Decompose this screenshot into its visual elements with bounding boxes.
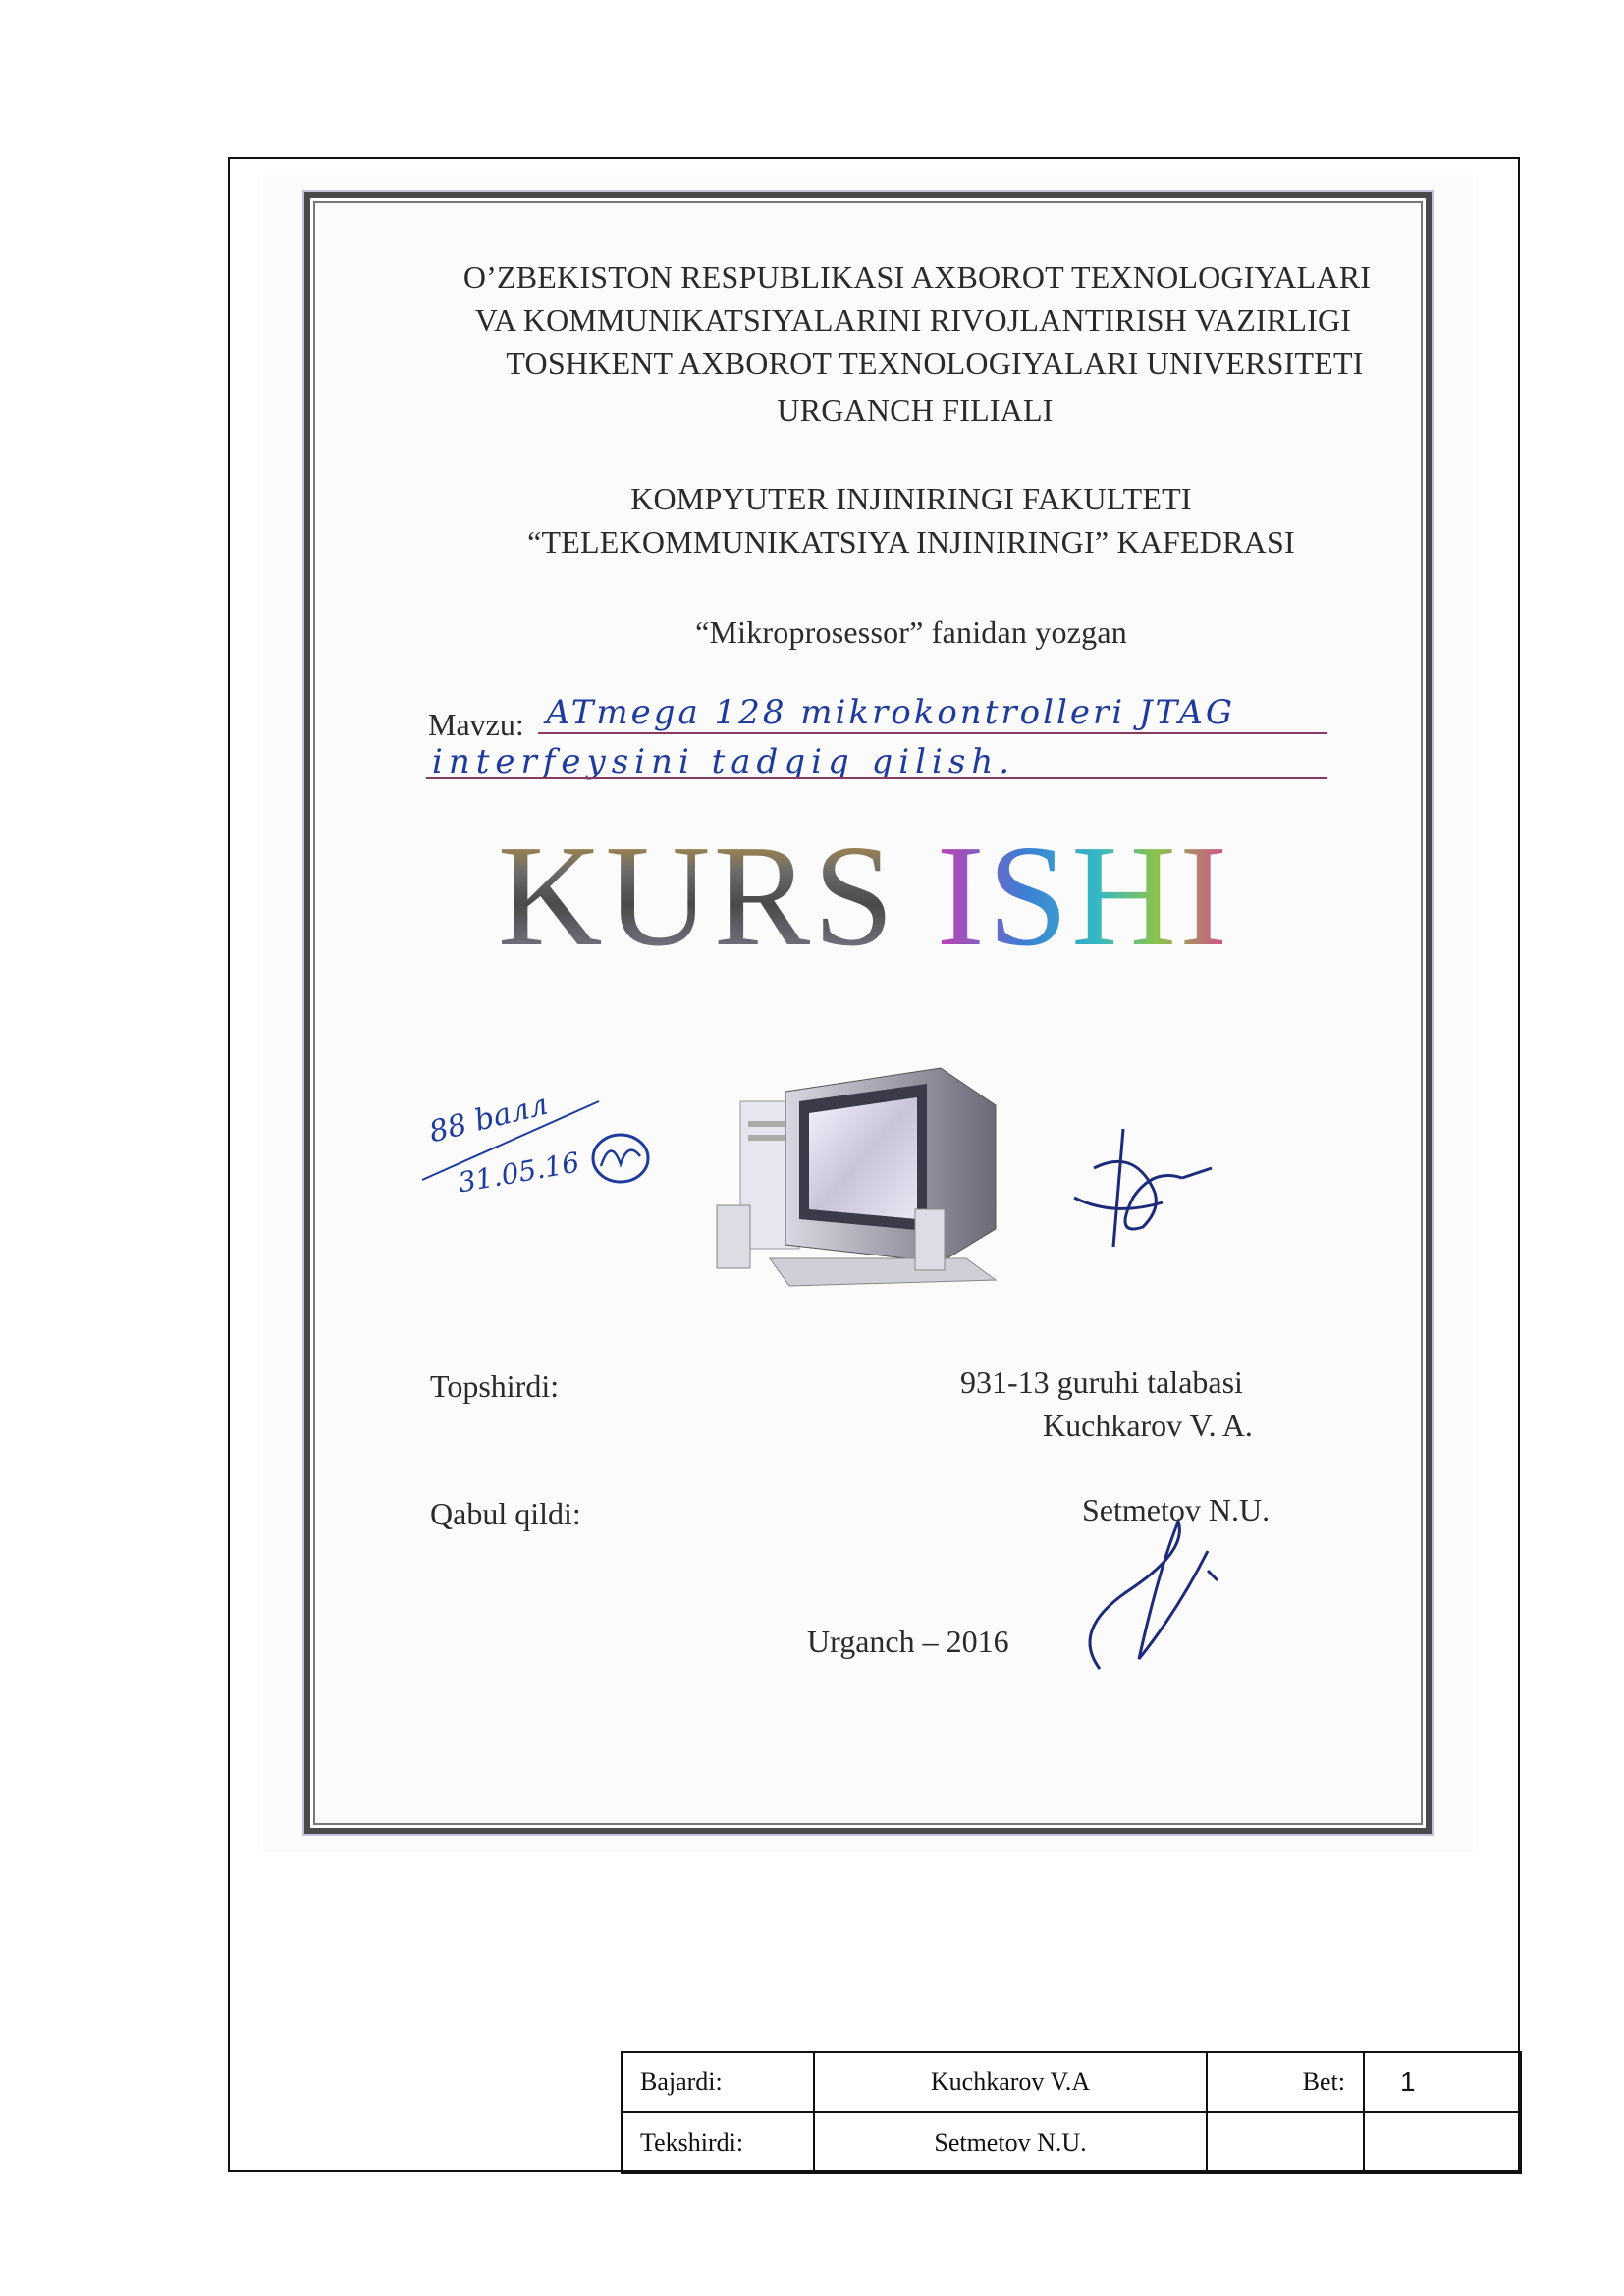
document-stamp-table <box>621 2051 1522 2174</box>
university-line: TOSHKENT AXBOROT TEXNOLOGIYALARI UNIVERSITETI <box>506 346 1364 381</box>
grade-underline <box>412 1092 609 1190</box>
faculty-line: KOMPYUTER INJINIRINGI FAKULTETI <box>630 481 1192 516</box>
stamp-row-tekshirdi <box>622 2112 1521 2173</box>
teacher-signature <box>1070 1512 1247 1679</box>
submitted-label: Topshirdi: <box>430 1368 560 1404</box>
topic-label: Mavzu: <box>428 707 524 742</box>
initials-stamp <box>583 1127 662 1188</box>
student-group: 931-13 guruhi talabasi <box>960 1364 1243 1400</box>
accepted-label: Qabul qildi: <box>430 1496 581 1531</box>
tekshirdi-label: Tekshirdi: <box>622 2112 814 2173</box>
department-line: “TELEKOMMUNIKATSIYA INJINIRINGI” KAFEDRASI <box>527 524 1295 560</box>
empty-cell-1 <box>1207 2112 1364 2173</box>
ministry-line-2: VA KOMMUNIKATSIYALARINI RIVOJLANTIRISH VAZIRLIGI <box>474 302 1352 338</box>
grade-date: 31.05.16 <box>456 1146 582 1200</box>
topic-underline-1 <box>538 732 1327 734</box>
topic-handwritten-1: ATmega 128 mikrokontrolleri JTAG <box>546 693 1236 732</box>
bajardi-label: Bajardi: <box>622 2052 814 2112</box>
subject-line: “Mikroprosessor” fanidan yozgan <box>695 614 1127 650</box>
signature-mark <box>1055 1109 1221 1266</box>
bajardi-name: Kuchkarov V.A <box>814 2052 1207 2112</box>
branch-line: URGANCH FILIALI <box>777 393 1054 428</box>
grade-note: 88 baлл <box>425 1087 552 1150</box>
teacher-name: Setmetov N.U. <box>1082 1492 1271 1527</box>
title-word-kurs: KURS <box>497 816 897 977</box>
stamp-row-bajardi <box>622 2052 1521 2112</box>
page-label: Bet: <box>1207 2052 1364 2112</box>
page-number: 1 <box>1364 2052 1521 2112</box>
city-year: Urganch – 2016 <box>807 1624 1009 1659</box>
title-page-frame <box>304 192 1432 1834</box>
title-word-ishi: ISHI <box>936 816 1231 977</box>
empty-cell-2 <box>1364 2112 1521 2173</box>
document-title <box>373 813 1355 980</box>
student-name: Kuchkarov V. A. <box>1043 1408 1253 1443</box>
topic-underline-2 <box>426 777 1327 779</box>
ministry-line-1: O’ZBEKISTON RESPUBLIKASI AXBOROT TEXNOLOGIYALARI <box>462 259 1372 294</box>
topic-handwritten-2: interfeysini tadqiq qilish. <box>432 742 1016 781</box>
tekshirdi-name: Setmetov N.U. <box>814 2112 1207 2173</box>
computer-illustration <box>709 1062 1033 1290</box>
